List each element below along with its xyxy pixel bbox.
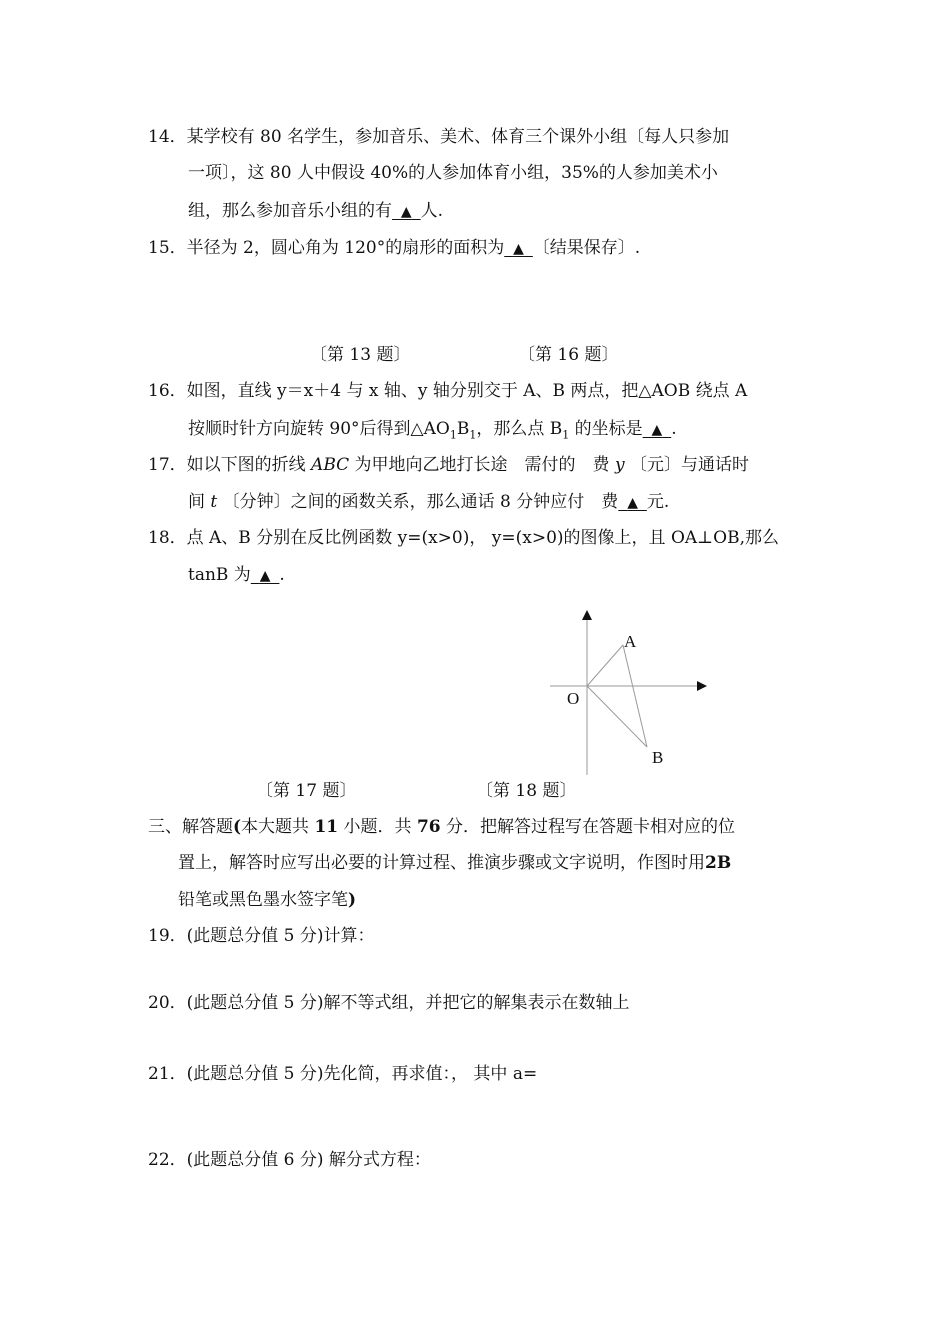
section3-paren-close: ) <box>348 890 357 910</box>
q18-line2 <box>188 563 285 588</box>
q16-text-e: . <box>671 419 677 439</box>
q15-tail: 〔结果保存〕. <box>532 238 641 258</box>
q17-text-c: 〔元〕与通话时 <box>629 455 749 475</box>
q16-sub-3: 1 <box>562 428 570 442</box>
q16-text-d: 的坐标是 <box>569 419 643 439</box>
q14-line1: 14．某学校有 80 名学生，参加音乐、美术、体育三个课外小组〔每人只参加 <box>148 127 730 147</box>
q17-text-b: 为甲地向乙地打长途 需付的 费 <box>354 455 610 475</box>
q15-answer-blank <box>504 241 533 257</box>
q14-answer-blank <box>392 204 421 220</box>
caption-q18: 〔第 18 题〕 <box>476 781 577 801</box>
q17-var-y: y <box>614 455 625 475</box>
section3-paren-open: ( <box>233 817 242 837</box>
q16-line1: 16．如图，直线 y＝x＋4 与 x 轴、y 轴分别交于 A、B 两点，把△AOB 绕点 A <box>148 381 748 401</box>
q17-var-t: t <box>210 492 218 512</box>
q20-line: 20．(此题总分值 5 分)解不等式组，并把它的解集表示在数轴上 <box>148 993 630 1013</box>
q17-line1 <box>148 453 749 477</box>
triangle-icon: ▲ <box>513 241 524 257</box>
triangle-icon: ▲ <box>259 568 271 584</box>
caption-q17: 〔第 17 题〕 <box>256 781 357 801</box>
q16-text-b: B <box>456 419 470 439</box>
section3-line3 <box>178 888 356 912</box>
q16-sub-1: 1 <box>449 428 457 442</box>
q15-text: 15．半径为 2，圆心角为 120°的扇形的面积为 <box>148 238 505 258</box>
segment-ab <box>623 645 647 747</box>
q17-text-d: 间 <box>188 492 205 512</box>
q16-text-a: 按顺时针方向旋转 90°后得到△AO <box>188 419 450 439</box>
section3-count: 11 <box>314 817 339 837</box>
section3-text-b: 小题．共 <box>343 817 412 837</box>
section3-pencil: 2B <box>705 853 732 873</box>
q14-line3-tail: 人. <box>420 201 443 221</box>
q17-abc: ABC <box>311 455 350 475</box>
q17-text-e: 〔分钟〕之间的函数关系，那么通话 8 分钟应付 费 <box>222 492 619 512</box>
q22-line: 22．(此题总分值 6 分) 解分式方程： <box>148 1150 431 1170</box>
q14-line3 <box>188 199 443 224</box>
section3-line1 <box>148 815 735 839</box>
q15-line <box>148 236 640 261</box>
q21-line: 21．(此题总分值 5 分)先化简，再求值：， 其中 a= <box>148 1064 538 1084</box>
triangle-icon: ▲ <box>627 495 638 511</box>
q19-line: 19．(此题总分值 5 分)计算： <box>148 926 375 946</box>
section3-line2 <box>178 851 731 875</box>
q18-line1: 18．点 A、B 分别在反比例函数 y=(x>0)， y=(x>0)的图像上，且 OA⊥OB,那么 <box>148 528 779 548</box>
y-axis-arrow-icon <box>582 610 592 620</box>
q18-text-a: tanB 为 <box>188 565 251 585</box>
point-b-label: B <box>652 748 664 767</box>
triangle-icon: ▲ <box>400 204 412 220</box>
q16-sub-2: 1 <box>469 428 477 442</box>
x-axis-arrow-icon <box>697 681 707 691</box>
q18-text-b: . <box>279 565 285 585</box>
triangle-icon: ▲ <box>651 422 663 438</box>
caption-q13: 〔第 13 题〕 <box>310 345 411 365</box>
section3-text-c: 分．把解答过程写在答题卡相对应的位 <box>446 817 736 837</box>
point-a-label: A <box>624 632 637 651</box>
q16-line2 <box>188 417 677 442</box>
q16-answer-blank <box>643 422 672 438</box>
section3-text-a: 本大题共 <box>241 817 310 837</box>
caption-q16: 〔第 16 题〕 <box>518 345 619 365</box>
q14-line2: 一项〕，这 80 人中假设 40%的人参加体育小组，35%的人参加美术小 <box>188 163 718 183</box>
q17-text-a: 17．如以下图的折线 <box>148 455 306 475</box>
section3-text-e: 铅笔或黑色墨水签字笔 <box>178 890 348 910</box>
q18-figure <box>545 605 715 780</box>
q17-answer-blank <box>618 495 647 511</box>
q17-text-f: 元. <box>646 492 670 512</box>
segment-ob <box>587 686 647 747</box>
section3-heading: 三、解答题 <box>148 817 233 837</box>
q17-line2 <box>188 490 669 515</box>
q16-text-c: ，那么点 B <box>476 419 563 439</box>
section3-text-d: 置上，解答时应写出必要的计算过程、推演步骤或文字说明，作图时用 <box>178 853 705 873</box>
q14-line3-text: 组，那么参加音乐小组的有 <box>188 201 392 221</box>
segment-oa <box>587 645 623 686</box>
origin-label: O <box>567 689 580 708</box>
q18-answer-blank <box>251 568 280 584</box>
section3-score: 76 <box>416 817 441 837</box>
